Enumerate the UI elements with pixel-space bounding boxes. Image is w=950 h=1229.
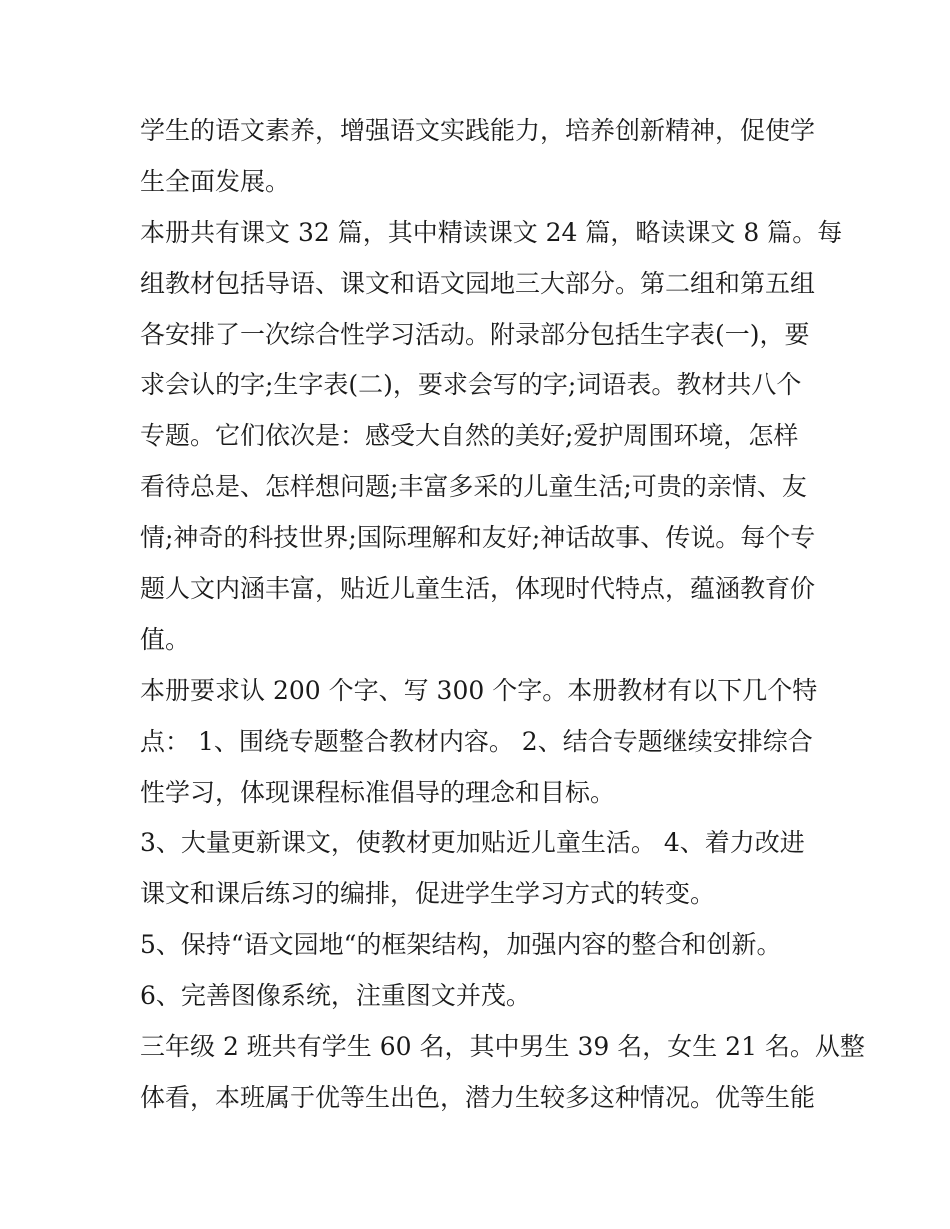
text-line: 组教材包括导语、课文和语文园地三大部分。第二组和第五组 — [140, 268, 816, 298]
text-line: 学生的语文素养，增强语文实践能力，培养创新精神，促使学 — [140, 116, 816, 145]
text-line: 本册共有课文 32 篇，其中精读课文 24 篇，略读课文 8 篇。每 — [140, 217, 843, 247]
text-line: 3、大量更新课文，使教材更加贴近儿童生活。 4、着力改进 — [140, 828, 805, 858]
text-line: 5、保持“语文园地“的框架结构，加强内容的整合和创新。 — [140, 930, 782, 960]
text-line: 性学习，体现课程标准倡导的理念和目标。 — [140, 777, 616, 807]
text-line: 生全面发展。 — [140, 166, 291, 196]
text-line: 求会认的字;生字表(二)，要求会写的字;词语表。教材共八个 — [140, 370, 802, 400]
text-line: 题人文内涵丰富，贴近儿童生活，体现时代特点，蕴涵教育价 — [140, 574, 816, 604]
text-line: 课文和课后练习的编排，促进学生学习方式的转变。 — [140, 879, 716, 909]
text-line: 6、完善图像系统，注重图文并茂。 — [140, 981, 531, 1011]
text-line: 专题。它们依次是：感受大自然的美好;爱护周围环境，怎样 — [140, 421, 799, 451]
text-line: 值。 — [140, 624, 191, 654]
text-line: 情;神奇的科技世界;国际理解和友好;神话故事、传说。每个专 — [140, 523, 816, 553]
document-body — [140, 106, 865, 1124]
text-line: 点： 1、围绕专题整合教材内容。 2、结合专题继续安排综合 — [140, 726, 813, 756]
text-line: 三年级 2 班共有学生 60 名，其中男生 39 名，女生 21 名。从整 — [140, 1032, 865, 1062]
text-line: 本册要求认 200 个字、写 300 个字。本册教材有以下几个特 — [140, 675, 818, 705]
text-line: 体看，本班属于优等生出色，潜力生较多这种情况。优等生能 — [140, 1082, 816, 1112]
text-line: 看待总是、怎样想问题;丰富多采的儿童生活;可贵的亲情、友 — [140, 472, 807, 502]
text-line: 各安排了一次综合性学习活动。附录部分包括生字表(一)，要 — [140, 319, 810, 349]
